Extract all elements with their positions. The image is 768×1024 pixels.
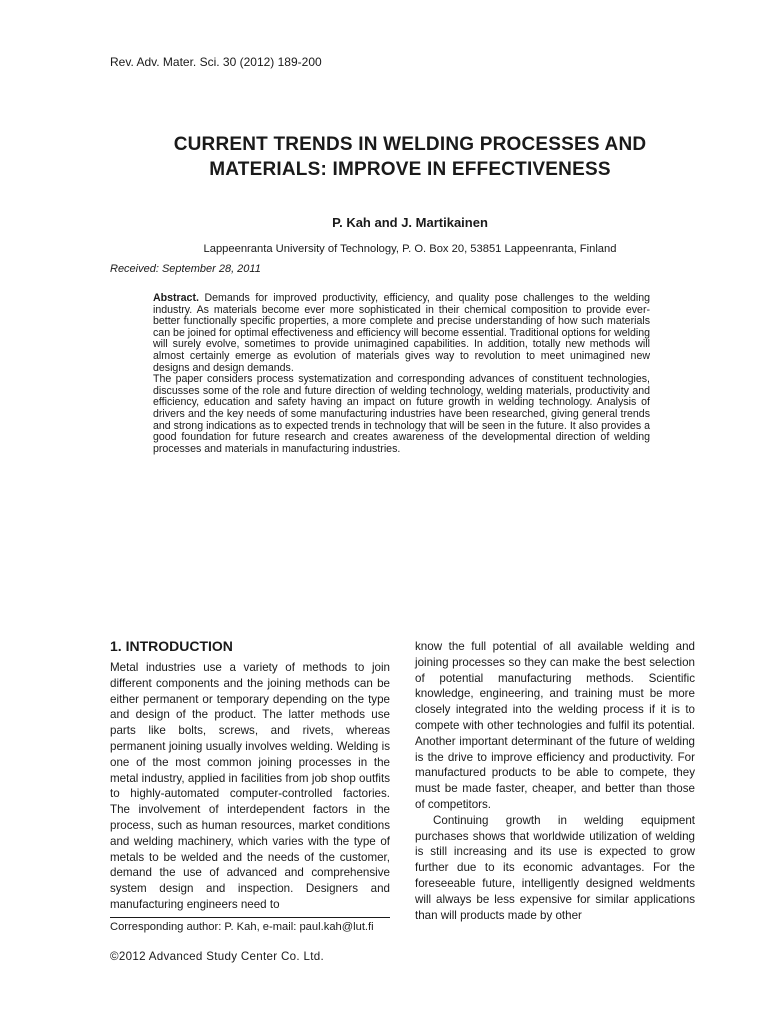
intro-paragraph-right-1: know the full potential of all available welding and joining processes so they can make the best selection of potential manufacturing methods. Scientific knowledge, engineering, and training must be more closely integrated into the welding process if it is to compete with other technologies and fulfil its potential. Another important determinant of the future of welding is the drive to improve efficiency and productivity. For manufactured products to be able to compete, they must be made faster, cheaper, and better than those of competitors. bbox=[415, 640, 695, 811]
received-date: Received: September 28, 2011 bbox=[110, 263, 261, 275]
intro-paragraph-left: Metal industries use a variety of methods to join different components and the joining methods can be either permanent or temporary depending on the type and design of the product. The latter methods use parts like bolts, screws, and rivets, whereas permanent joining usually involves welding. Welding is one of the most common joining processes in the metal industry, applied in facilities from job shop outfits to highly-automated computer-controlled factories. The involvement of interdependent factors in the process, such as human resources, market conditions and welding machinery, which varies with the type of metals to be welded and the needs of the customer, demand the use of advanced and comprehensive system design and inspection. Designers and manufacturing engineers need to bbox=[110, 661, 390, 911]
authors: P. Kah and J. Martikainen bbox=[332, 215, 488, 230]
copyright-notice: ©2012 Advanced Study Center Co. Ltd. bbox=[110, 950, 324, 963]
left-column bbox=[110, 660, 390, 913]
title-line-1: CURRENT TRENDS IN WELDING PROCESSES AND bbox=[173, 134, 647, 155]
abstract-paragraph-1 bbox=[153, 293, 650, 374]
abstract-text-1: Demands for improved productivity, efficiency, and quality pose challenges to the welding industry. As materials become ever more sophisticated in their chemical composition to provide ever-better functionally specific properties, a more complete and precise understanding of how such materials can be joined for optimal effectiveness and efficiency will become essential. Traditional options for welding will surely evolve, sometimes to provide unimagined capabilities. In addition, totally new methods will almost certainly emerge as evolution of materials gives way to revolution to meet unimagined new designs and design demands. bbox=[153, 292, 650, 374]
footnote-divider bbox=[110, 917, 390, 918]
right-column bbox=[415, 639, 695, 923]
affiliation: Lappeenranta University of Technology, P. O. Box 20, 53851 Lappeenranta, Finland bbox=[203, 243, 617, 255]
journal-reference: Rev. Adv. Mater. Sci. 30 (2012) 189-200 bbox=[110, 55, 322, 69]
corresponding-author-footnote: Corresponding author: P. Kah, e-mail: paul.kah@lut.fi bbox=[110, 921, 374, 933]
intro-paragraph-right-2: Continuing growth in welding equipment purchases shows that worldwide utilization of welding is still increasing and its use is expected to grow further due to its economic advantages. For the foreseeable future, intelligently designed weldments will always be less expensive for similar applications than will products made by other bbox=[415, 813, 695, 922]
abstract-paragraph-2: The paper considers process systematization and corresponding advances of constituent technologies, discusses some of the role and future direction of welding technology, welding materials, productivity and efficiency, education and safety having an impact on future growth in welding technology. Analysis of drivers and the key needs of some manufacturing industries have been researched, giving general trends and strong indications as to expected trends in technology that will be seen in the future. It also provides a good foundation for future research and creates awareness of the developmental direction of welding processes and materials in manufacturing industries. bbox=[153, 373, 650, 455]
abstract-label: Abstract. bbox=[153, 292, 199, 304]
abstract bbox=[153, 293, 650, 455]
title-line-2: MATERIALS: IMPROVE IN EFFECTIVENESS bbox=[209, 159, 611, 180]
section-heading-introduction: 1. INTRODUCTION bbox=[110, 638, 233, 654]
article-title bbox=[110, 132, 710, 182]
